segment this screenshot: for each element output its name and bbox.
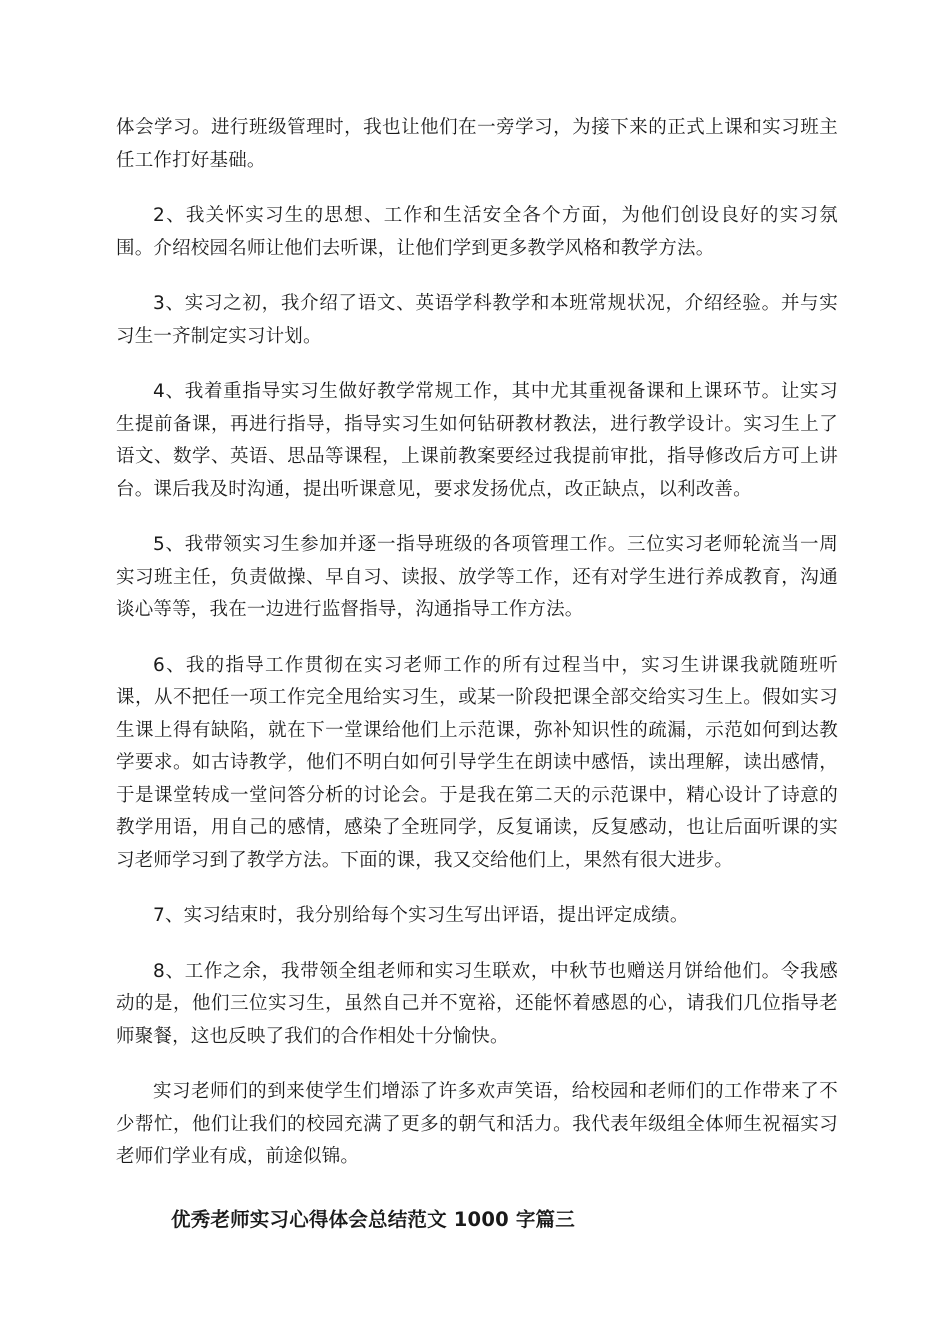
paragraph-item-3: 3、实习之初，我介绍了语文、英语学科教学和本班常规状况，介绍经验。并与实习生一齐制定实习计划。 bbox=[116, 293, 838, 347]
paragraph-item-4: 4、我着重指导实习生做好教学常规工作，其中尤其重视备课和上课环节。让实习生提前备课，再进行指导，指导实习生如何钻研教材教法，进行教学设计。实习生上了语文、数学、英语、思品等课程，上课前教案要经过我提前审批，指导修改后方可上讲台。课后我及时沟通，提出听课意见，要求发扬优点，改正缺点，以利改善。 bbox=[116, 381, 838, 500]
section-heading: 优秀老师实习心得体会总结范文 1000 字篇三 bbox=[171, 1207, 575, 1231]
paragraph-item-5: 5、我带领实习生参加并逐一指导班级的各项管理工作。三位实习老师轮流当一周实习班主任，负责做操、早自习、读报、放学等工作，还有对学生进行养成教育，沟通谈心等等，我在一边进行监督指导，沟通指导工作方法。 bbox=[116, 534, 838, 620]
paragraph-item-6: 6、我的指导工作贯彻在实习老师工作的所有过程当中，实习生讲课我就随班听课，从不把任一项工作完全甩给实习生，或某一阶段把课全部交给实习生上。假如实习生课上得有缺陷，就在下一堂课给他们上示范课，弥补知识性的疏漏，示范如何到达教学要求。如古诗教学，他们不明白如何引导学生在朗读中感悟，读出理解，读出感情，于是课堂转成一堂问答分析的讨论会。于是我在第二天的示范课中，精心设计了诗意的教学用语，用自己的感情，感染了全班同学，反复诵读，反复感动，也让后面听课的实习老师学习到了教学方法。下面的课，我又交给他们上，果然有很大进步。 bbox=[116, 654, 838, 871]
document-page bbox=[116, 112, 838, 1236]
paragraph-item-2: 2、我关怀实习生的思想、工作和生活安全各个方面，为他们创设良好的实习氛围。介绍校园名师让他们去听课，让他们学到更多教学风格和教学方法。 bbox=[116, 205, 838, 259]
paragraph-continuation: 体会学习。进行班级管理时，我也让他们在一旁学习，为接下来的正式上课和实习班主任工作打好基础。 bbox=[116, 117, 838, 171]
paragraph-item-8: 8、工作之余，我带领全组老师和实习生联欢，中秋节也赠送月饼给他们。令我感动的是，他们三位实习生，虽然自己并不宽裕，还能怀着感恩的心，请我们几位指导老师聚餐，这也反映了我们的合作相处十分愉快。 bbox=[116, 960, 838, 1047]
paragraph-item-7: 7、实习结束时，我分别给每个实习生写出评语，提出评定成绩。 bbox=[153, 905, 689, 926]
paragraph-closing: 实习老师们的到来使学生们增添了许多欢声笑语，给校园和老师们的工作带来了不少帮忙，他们让我们的校园充满了更多的朝气和活力。我代表年级组全体师生祝福实习老师们学业有成，前途似锦。 bbox=[116, 1081, 838, 1167]
